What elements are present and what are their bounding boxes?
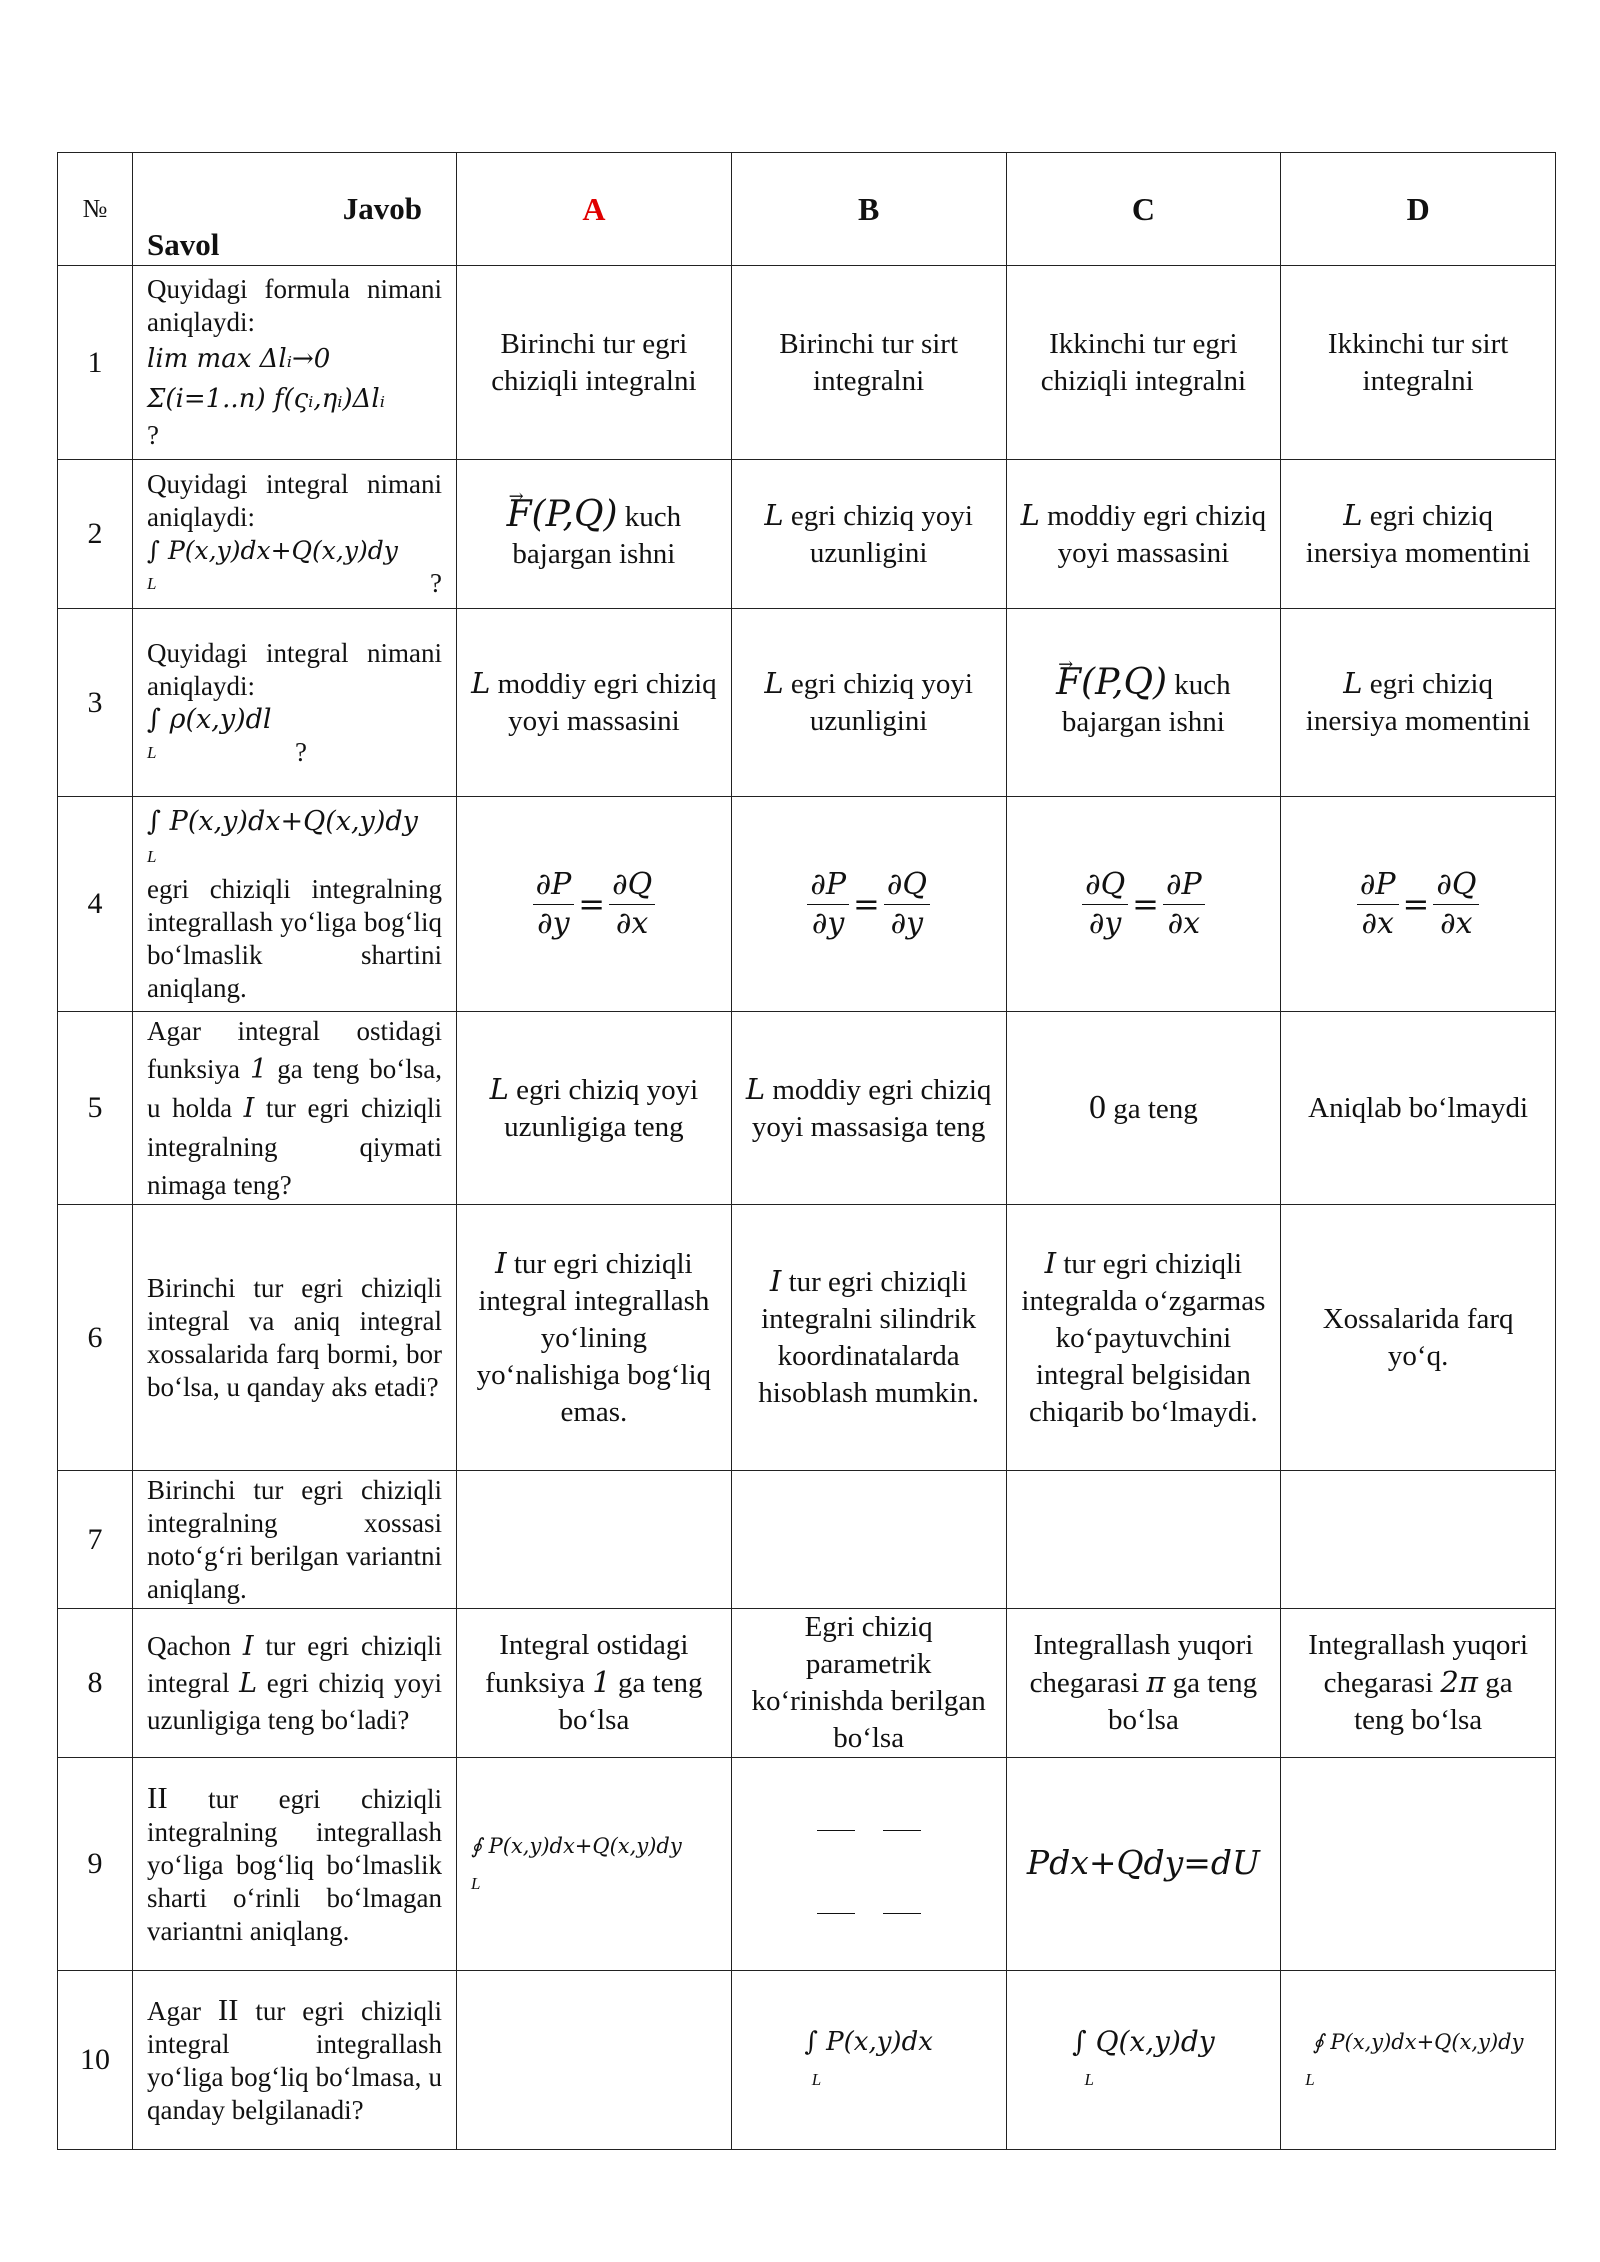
fraction-line [817,1830,855,1831]
question-row [58,1471,1556,1609]
fraction [533,866,575,943]
question-text [133,1971,457,2150]
answer-b-math: L [745,1071,766,1106]
fraction [884,866,930,943]
question-number: 5 [58,1012,133,1205]
header-col-d: D [1281,153,1556,266]
answer-a [457,1758,732,1971]
answer-b-math: L [764,666,784,700]
question-part: ga teng bo‘lsa, u holda [147,1054,442,1123]
answer-c-text: ga teng [1113,1092,1198,1125]
equals-sign: = [1132,884,1159,923]
question-number: 9 [58,1758,133,1971]
answer-a-math: → F(P,Q) [507,496,618,533]
numerator: ∂Q [609,866,655,905]
answer-d [1281,1758,1556,1971]
answer-c [1006,460,1281,609]
question-number: 2 [58,460,133,609]
question-math: II [147,1779,168,1815]
question-number: 10 [58,1971,133,2150]
question-row [58,609,1556,797]
answer-d-text: egri chiziq inersiya momentini [1305,499,1531,569]
answer-b: Egri chiziq parametrik ko‘rinishda berilgan bo‘lsa [731,1609,1006,1758]
answer-a-math: L [471,666,491,700]
answer-a [457,1971,732,2150]
answer-a [457,1471,732,1609]
question-row [58,1609,1556,1758]
answer-d [1281,609,1556,797]
answer-b-text: tur egri chiziqli integralni silindrik koordinatalarda hisoblash mumkin. [758,1266,979,1409]
answer-c [1006,1609,1281,1758]
answer-c [1006,1012,1281,1205]
numerator: ∂Q [884,866,930,905]
header-javob: Javob [342,191,422,226]
question-tail: ? [147,420,159,450]
question-part: tur egri chiziqli integralning qiymati nimaga teng? [147,1093,442,1200]
answer-c-math: I [1044,1245,1057,1280]
answer-b-text: moddiy egri chiziq yoyi massasiga teng [751,1073,992,1143]
question-formula: lim max Δlᵢ→0 Σ(i=1..n) f(ςᵢ,ηᵢ)Δlᵢ [147,344,385,414]
answer-a-math: 1 [592,1665,611,1699]
answer-c-math: π [1146,1665,1166,1699]
answer-b-math: I [769,1264,782,1298]
answer-d-math: 2π [1440,1665,1478,1699]
answer-d [1281,1971,1556,2150]
answer-a [457,1609,732,1758]
fraction [1433,866,1479,943]
numerator: ∂P [1163,866,1205,905]
answer-c [1006,1758,1281,1971]
answer-b [731,1971,1006,2150]
answer-a-formula: ∮ P(x,y)dx+Q(x,y)dy [471,1834,682,1858]
denominator: ∂y [537,905,570,941]
numerator: ∂P [807,866,849,905]
question-math: 1 [250,1054,268,1085]
fraction-line [883,1913,921,1914]
equals-sign: = [1402,884,1430,923]
question-row [58,266,1556,460]
quiz-table [57,152,1556,2150]
numerator: ∂P [1357,866,1399,905]
header-row [58,153,1556,266]
answer-c [1006,609,1281,797]
question-row [58,1012,1556,1205]
answer-d-text: egri chiziq inersiya momentini [1305,668,1531,737]
question-formula: ∫ P(x,y)dx+Q(x,y)dy [147,805,418,837]
answer-d: Ikkinchi tur sirt integralni [1281,266,1556,460]
integral-sub: L [1305,2070,1315,2089]
header-javob-savol [133,153,457,266]
answer-d-text: ga teng bo‘lsa [1354,1667,1513,1736]
header-col-a: A [457,153,732,266]
answer-c [1006,1205,1281,1471]
question-text [133,1758,457,1971]
answer-a-text: ga teng bo‘lsa [558,1667,703,1736]
question-number: 8 [58,1609,133,1758]
question-formula: ∫ ρ(x,y)dl [147,703,272,735]
question-part: tur egri chiziqli integral [147,1631,443,1698]
question-math: I [242,1631,254,1662]
fraction [807,866,849,943]
numerator: ∂Q [1082,866,1128,905]
integral-sub: L [1084,2069,1094,2089]
answer-d [1281,797,1556,1012]
denominator: ∂x [1361,905,1394,941]
denominator: ∂y [811,905,845,941]
question-text: Birinchi tur egri chiziqli integral va aniq integral xossalarida farq bormi, bor bo‘lsa, u qanday aks etadi? [133,1205,457,1471]
question-part: egri chiziq yoyi uzunligiga teng bo‘ladi? [147,1668,443,1735]
question-text-body: tur egri chiziqli integralning integrallash yo‘liga bog‘liq bo‘lmaslik sharti o‘rinli bo‘lmagan variantni aniqlang. [147,1783,442,1946]
answer-a-text: tur egri chiziqli integral integrallash yo‘lining yo‘nalishiga bog‘liq emas. [476,1247,712,1428]
answer-d-text: Integrallash yuqori chegarasi [1308,1629,1529,1699]
question-part: Qachon [147,1631,231,1661]
answer-c [1006,1971,1281,2150]
question-text [133,460,457,609]
numerator: ∂P [533,866,575,905]
question-text-body: Quyidagi formula nimani aniqlaydi: [147,274,442,337]
answer-c [1006,1471,1281,1609]
question-tail: ? [295,736,307,767]
answer-c-text: kuch bajargan ishni [1061,669,1231,738]
answer-c-math: → F(P,Q) [1056,664,1167,701]
question-text-body: egri chiziqli integralning integrallash yo‘liga bog‘liq bo‘lmaslik shartini aniqlang. [147,873,442,1003]
answer-a [457,460,732,609]
answer-a-math: L [489,1071,509,1106]
header-savol: Savol [147,227,220,262]
answer-a: Birinchi tur egri chiziqli integralni [457,266,732,460]
answer-d [1281,1471,1556,1609]
answer-b-math: L [764,497,784,532]
question-part: tur egri chiziqli integral integrallash yo‘liga bog‘liq bo‘lmasa, u qanday belgilanadi? [147,1996,443,2125]
fraction-line [883,1830,921,1831]
answer-a-text: moddiy egri chiziq yoyi massasini [497,668,717,737]
question-text [133,797,457,1012]
question-number: 4 [58,797,133,1012]
answer-c-text: tur egri chiziqli integralda o‘zgarmas ko‘paytuvchini integral belgisidan chiqarib bo‘lmaydi. [1021,1247,1266,1428]
answer-b [731,1758,1006,1971]
question-number: 3 [58,609,133,797]
question-number: 7 [58,1471,133,1609]
answer-d [1281,1609,1556,1758]
question-text [133,266,457,460]
answer-d-math: L [1343,497,1363,532]
header-col-c: C [1006,153,1281,266]
question-text [133,609,457,797]
question-part: Agar integral ostidagi funksiya [147,1016,442,1084]
fraction-line [817,1913,855,1914]
answer-a [457,1205,732,1471]
question-part: Agar [147,1996,201,2026]
equals-sign: = [578,884,606,923]
answer-a-text: kuch bajargan ishni [512,500,682,570]
question-math: II [217,1992,239,2027]
denominator: ∂x [1167,905,1201,941]
denominator: ∂x [1440,905,1473,941]
question-text-body: Quyidagi integral nimani aniqlaydi: [147,637,442,701]
numerator: ∂Q [1433,866,1479,905]
answer-c-text: moddiy egri chiziq yoyi massasini [1047,499,1267,569]
answer-d-math: L [1343,666,1363,700]
integral-sub: L [811,2069,822,2089]
answer-d [1281,460,1556,609]
answer-b [731,1471,1006,1609]
answer-c: Ikkinchi tur egri chiziqli integralni [1006,266,1281,460]
answer-a [457,797,732,1012]
question-number: 1 [58,266,133,460]
answer-c [1006,797,1281,1012]
answer-a-text: egri chiziq yoyi uzunligiga teng [504,1073,699,1143]
question-tail: ? [430,568,442,598]
answer-b [731,1205,1006,1471]
answer-b [731,1012,1006,1205]
denominator: ∂y [1088,905,1122,941]
question-text: Birinchi tur egri chiziqli integralning xossasi noto‘g‘ri berilgan variantni aniqlang. [133,1471,457,1609]
question-formula: ∫ P(x,y)dx+Q(x,y)dy [147,536,398,565]
question-number: 6 [58,1205,133,1471]
question-row [58,1971,1556,2150]
integral-sub: L [147,574,157,593]
fraction [1163,866,1205,943]
answer-d-formula: ∮ P(x,y)dx+Q(x,y)dy [1312,2030,1524,2054]
answer-c-formula: Pdx+Qdy=dU [1026,1843,1260,1882]
integral-sub: L [471,1874,481,1893]
question-row [58,460,1556,609]
answer-d: Aniqlab bo‘lmaydi [1281,1012,1556,1205]
answer-b [731,609,1006,797]
denominator: ∂x [615,905,649,941]
answer-b-text: egri chiziq yoyi uzunligini [790,668,973,737]
answer-d: Xossalarida farq yo‘q. [1281,1205,1556,1471]
answer-c-formula: ∫ Q(x,y)dy [1072,2024,1215,2058]
answer-c-text: ga teng bo‘lsa [1107,1667,1258,1736]
answer-b [731,797,1006,1012]
header-number: № [58,153,133,266]
header-col-b: B [731,153,1006,266]
question-text-body: Quyidagi integral nimani aniqlaydi: [147,469,442,532]
answer-b [731,460,1006,609]
answer-c-math: L [1020,497,1040,532]
answer-a [457,1012,732,1205]
equals-sign: = [853,884,880,923]
answer-a-text: Integral ostidagi funksiya [485,1629,689,1699]
fraction [1082,866,1128,943]
integral-sub: L [147,846,157,866]
fraction [609,866,655,943]
integral-sub: L [147,742,157,762]
answer-a-math: I [495,1245,507,1280]
answer-b: Birinchi tur sirt integralni [731,266,1006,460]
answer-c-math: 0 [1088,1088,1106,1126]
question-text [133,1012,457,1205]
answer-a [457,609,732,797]
denominator: ∂y [890,905,924,941]
question-row [58,797,1556,1012]
fraction [1357,866,1399,943]
question-text [133,1609,457,1758]
question-math: L [239,1668,258,1699]
question-row [58,1758,1556,1971]
answer-c-text: Integrallash yuqori chegarasi [1029,1629,1254,1699]
answer-b-text: egri chiziq yoyi uzunligini [790,499,973,569]
answer-b-formula: ∫ P(x,y)dx [804,2026,933,2057]
question-row [58,1205,1556,1471]
question-math: I [243,1093,255,1124]
